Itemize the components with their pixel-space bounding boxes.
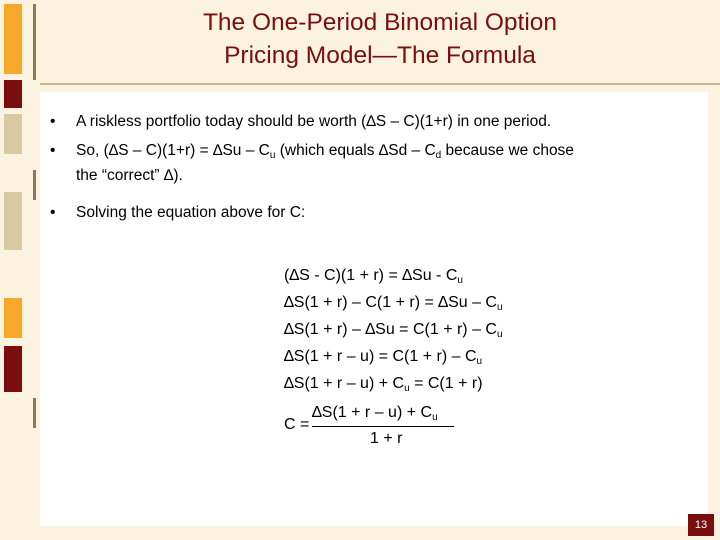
accent-block-red-1 bbox=[4, 80, 22, 108]
page-number: 13 bbox=[688, 514, 714, 536]
equation-2: $\Delta S(1 + r) - C(1 + r) = \Delta Su - C_u$ bbox=[284, 294, 503, 313]
bullet-text-1: A riskless portfolio today should be worth (∆S – C)(1+r) in one period. bbox=[76, 113, 552, 130]
equation-3: $\Delta S(1 + r) - \Delta Su = C(1 + r) - C_u$ bbox=[284, 321, 503, 340]
accent-block-tan-1 bbox=[4, 114, 22, 154]
accent-block-orange-1 bbox=[4, 4, 22, 74]
title-line-2: Pricing Model—The Formula bbox=[224, 42, 536, 69]
equation-1: $(\Delta S - C)(1 + r) = \Delta Su - C_u$ bbox=[284, 267, 463, 286]
fraction-bar bbox=[312, 426, 454, 427]
vertical-stripe-1 bbox=[33, 4, 36, 80]
equation-4: $\Delta S(1 + r - u) = C(1 + r) - C_u$ bbox=[284, 348, 483, 367]
slide-title bbox=[40, 6, 720, 72]
left-decoration bbox=[0, 0, 40, 540]
bullet-marker-1: • bbox=[50, 113, 56, 130]
bullet-marker-2: • bbox=[50, 142, 56, 159]
fraction-lhs: C = bbox=[284, 416, 310, 433]
bullet-text-3: Solving the equation above for C: bbox=[76, 204, 306, 221]
vertical-stripe-2 bbox=[33, 170, 36, 200]
title-rule bbox=[40, 83, 720, 85]
accent-block-tan-2 bbox=[4, 192, 22, 250]
accent-block-red-2 bbox=[4, 346, 22, 392]
equation-5: $\Delta S(1 + r - u) + C_u = C(1 + r)$ bbox=[284, 375, 483, 394]
vertical-stripe-3 bbox=[33, 398, 36, 428]
content-panel bbox=[40, 92, 708, 526]
fraction-numerator: $\Delta S(1 + r - u) + C_u$ bbox=[312, 404, 438, 423]
bullet-marker-3: • bbox=[50, 204, 56, 221]
accent-block-orange-2 bbox=[4, 298, 22, 338]
title-line-1: The One-Period Binomial Option bbox=[202, 9, 558, 36]
fraction-denominator: 1 + r bbox=[370, 430, 403, 447]
bullet-text-2: So, $(\Delta S - C)(1+r) = \Delta Su - C_u$ (which equals $\Delta Sd - C_d$ because we chose the “correct” ∆). bbox=[76, 142, 574, 184]
